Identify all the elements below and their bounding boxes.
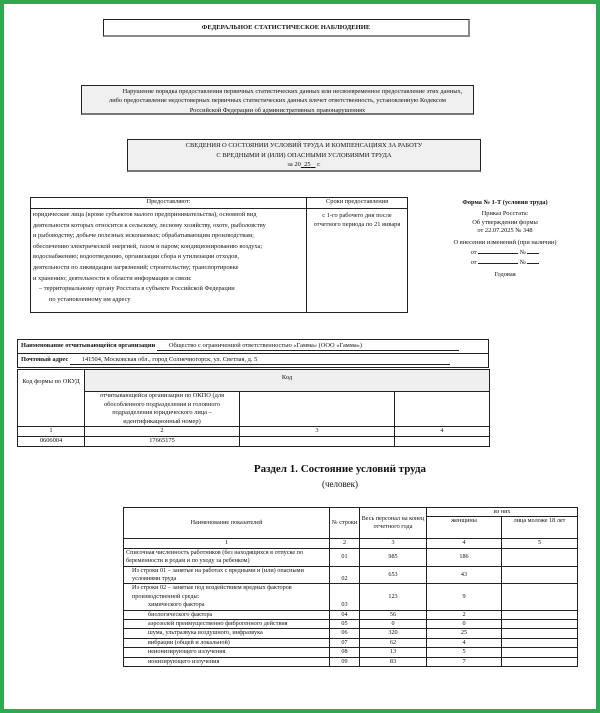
cell-women[interactable]: 25: [427, 629, 502, 638]
org-address-label: Почтовый адрес: [21, 356, 69, 363]
cell-women[interactable]: 2: [427, 610, 502, 619]
codes-table: Код формы по ОКУД Код отчитывающейся организации по ОКПО (для обособленного подразделения и головного подразделения юридического лица – идентификационный номер) 1 2 3 4 0606004 17665175: [17, 369, 490, 447]
change-date-field-1[interactable]: [478, 248, 518, 254]
cell-under18[interactable]: [502, 584, 578, 610]
col-header-name: Наименование показателей: [124, 508, 330, 539]
org-name-field[interactable]: Общество с ограниченной ответственностью «Гамма» (ООО «Гамма»): [157, 342, 459, 351]
cell-total[interactable]: 62: [360, 638, 427, 647]
report-title-line-1: СВЕДЕНИЯ О СОСТОЯНИИ УСЛОВИЙ ТРУДА И КОМПЕНСАЦИЯХ ЗА РАБОТУ: [185, 142, 423, 149]
deadline-header: Сроки предоставления: [307, 198, 408, 209]
org-name-row: [18, 340, 489, 354]
code-col-3-header: [240, 392, 395, 427]
code-header: Код: [85, 370, 490, 392]
change-number-field-1[interactable]: [527, 248, 539, 254]
report-title-box: [127, 139, 481, 172]
organization-table: [17, 339, 489, 368]
warning-line-1: Нарушение порядка предоставления первичных статистических данных или несвоевременное предоставление этих данных,: [122, 88, 463, 95]
submitters-header: Предоставляют:: [31, 198, 307, 209]
cell-total[interactable]: 653: [360, 566, 427, 584]
table-row: шума, ультразвука воздушного, инфразвука 06 320 25: [124, 629, 578, 638]
table-row: Из строки 01 – занятые на работах с вредными и (или) опасными условиями труда 02 653 43: [124, 566, 578, 584]
cell-total[interactable]: 123: [360, 584, 427, 610]
observation-title: ФЕДЕРАЛЬНОЕ СТАТИСТИЧЕСКОЕ НАБЛЮДЕНИЕ: [103, 19, 470, 37]
cell-total[interactable]: 320: [360, 629, 427, 638]
change-row-1: от №: [430, 248, 580, 258]
change-row-2: от №: [430, 258, 580, 268]
okpo-header: отчитывающейся организации по ОКПО (для обособленного подразделения и головного подразделения юридического лица – идентификационный номер): [85, 392, 240, 427]
table-row: биологического фактора 04 56 2: [124, 610, 578, 619]
code-col-4-field[interactable]: [395, 436, 490, 446]
approval-label: Об утверждении формы: [472, 218, 538, 226]
org-address-field[interactable]: 141504, Московская обл., город Солнечногорск, ул. Светлая, д. 5: [70, 356, 450, 365]
okpo-code-field[interactable]: 17665175: [85, 436, 240, 446]
okud-header: Код формы по ОКУД: [18, 370, 85, 427]
cell-under18[interactable]: [502, 566, 578, 584]
org-address-row: [18, 354, 489, 368]
col-header-women: женщины: [427, 517, 502, 539]
cell-women[interactable]: 186: [427, 548, 502, 566]
cell-under18[interactable]: [502, 629, 578, 638]
report-title-line-2: С ВРЕДНЫМИ И (ИЛИ) ОПАСНЫМИ УСЛОВИЯМИ ТРУДА: [216, 151, 392, 159]
col-header-under18: лица моложе 18 лет: [502, 517, 578, 539]
form-info-block: [430, 199, 580, 279]
table-row: аэрозолей преимущественно фиброгенного действия 05 0 0: [124, 620, 578, 629]
col-header-row-no: № строки: [330, 508, 360, 539]
warning-line-2: либо предоставление недостоверных первичных статистических данных влечет ответственность, установленную Кодексом: [109, 97, 446, 105]
submitters-table: [30, 197, 408, 313]
section-unit: (человек): [321, 479, 359, 489]
cell-women[interactable]: 4: [427, 638, 502, 647]
cell-total[interactable]: 56: [360, 610, 427, 619]
cell-total[interactable]: 0: [360, 620, 427, 629]
change-date-field-2[interactable]: [478, 258, 518, 264]
periodicity: Годовая: [494, 270, 516, 278]
cell-under18[interactable]: [502, 548, 578, 566]
cell-under18[interactable]: [502, 638, 578, 647]
report-period: за 20 25 г.: [287, 161, 321, 169]
cell-under18[interactable]: [502, 648, 578, 657]
cell-women[interactable]: 9: [427, 584, 502, 610]
okud-code-field[interactable]: 0606004: [18, 436, 85, 446]
report-year-field[interactable]: 25: [304, 161, 311, 169]
submitters-description: юридические лица (кроме субъектов малого предпринимательства), основной вид деятельности которых относится к сельскому, лесному хозяйству, охоте, рыболовству и рыбоводству; добыче полезных ископаемых; обрабатывающим производствам; обеспечению электрической энергией, газом и паром; кондиционированию воздуха; водоснабжению; водоотведению, организации сбора и утилизации отходов, деятельности по ликвидации загрязнений; строительству; транспортировке и хранению; деятельности в области информации и связи: – территориальному органу Росстата в субъекте Российской Федерации по установленному им адресу: [31, 209, 307, 313]
cell-women[interactable]: 5: [427, 648, 502, 657]
cell-under18[interactable]: [502, 657, 578, 666]
cell-total[interactable]: 985: [360, 548, 427, 566]
code-col-3-field[interactable]: [240, 436, 395, 446]
code-col-4-header: [395, 392, 490, 427]
warning-line-3: Российской Федерации об административных правонарушениях: [189, 106, 366, 114]
table-row: неионизирующего излучения 08 13 5: [124, 648, 578, 657]
cell-total[interactable]: 83: [360, 657, 427, 666]
cell-under18[interactable]: [502, 610, 578, 619]
cell-women[interactable]: 7: [427, 657, 502, 666]
cell-total[interactable]: 13: [360, 648, 427, 657]
labor-conditions-table: Наименование показателей № строки Весь персонал на конец отчетного года из них женщины лица моложе 18 лет 1 2 3 4 5 Списочная численность работников (без находящихся в отпуске по беременности и родам и по уходу за ребенком) 01 985 186 Из строки 01 – занятые на работах с вредными и (или) опасными условиями труда 02 653 43 Из строки 02 – занятые под воздействием вредных факторов производственной среды: химического фактора 03 123 9 биологического фактора 04 56 2 аэрозолей преимущественно фиброгенного действия 05 0 0 шума, ультразвука воздушного, инфразвука 06 320 25 вибрации (общей и локальной) 07 62 4 неионизирующего излучения 08 13 5 ионизирующего излучения 09 83 7: [123, 507, 578, 667]
approval-date: от 22.07.2025 № 348: [477, 227, 533, 235]
table-row: Из строки 02 – занятые под воздействием вредных факторов производственной среды: химического фактора 03 123 9: [124, 584, 578, 610]
cell-under18[interactable]: [502, 620, 578, 629]
changes-label: О внесении изменений (при наличии): [453, 239, 557, 247]
table-row: Списочная численность работников (без находящихся в отпуске по беременности и родам и по уходу за ребенком) 01 985 186: [124, 548, 578, 566]
rosstat-order: Приказ Росстата:: [481, 209, 529, 217]
form-number: Форма № 1-Т (условия труда): [462, 199, 548, 206]
cell-women[interactable]: 0: [427, 620, 502, 629]
col-header-of-them: из них: [427, 508, 578, 517]
cell-women[interactable]: 43: [427, 566, 502, 584]
org-name-label: Наименование отчитывающейся организации: [21, 342, 156, 349]
section-title: Раздел 1. Состояние условий труда: [253, 463, 427, 475]
legal-warning-box: [81, 85, 474, 115]
change-number-field-2[interactable]: [527, 258, 539, 264]
table-row: вибрации (общей и локальной) 07 62 4: [124, 638, 578, 647]
col-header-total: Весь персонал на конец отчетного года: [360, 508, 427, 539]
deadline-description: с 1-го рабочего дня после отчетного периода по 21 января: [307, 209, 408, 313]
table-row: ионизирующего излучения 09 83 7: [124, 657, 578, 666]
